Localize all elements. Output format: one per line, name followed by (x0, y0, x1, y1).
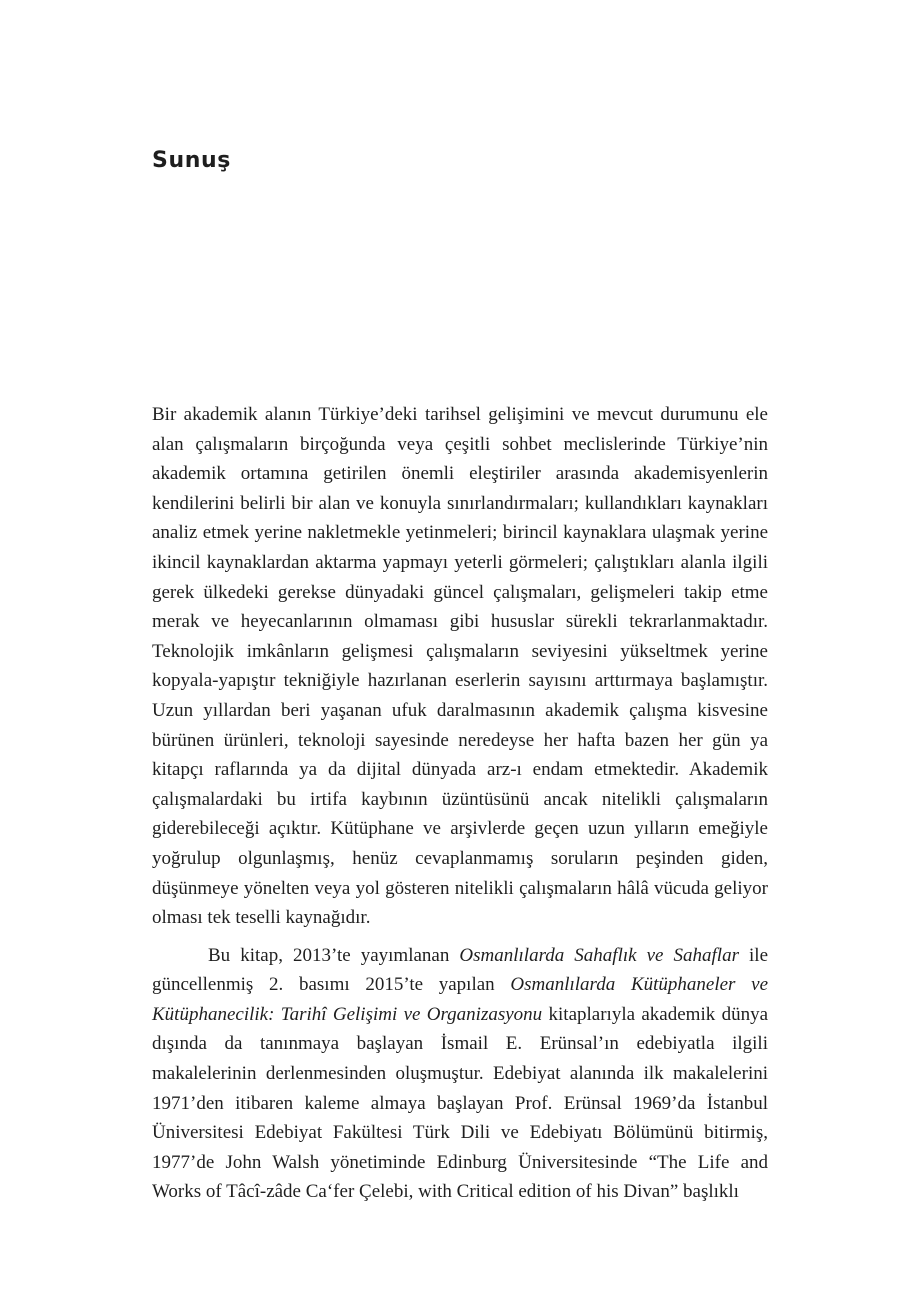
paragraph-1: Bir akademik alanın Türkiye’deki tarihsel gelişimini ve mevcut durumunu ele alan çalışmaların birçoğunda veya çeşitli sohbet meclislerinde Türkiye’nin akademik ortamına getirilen önemli eleştiriler arasında akademisyenlerin kendilerini belirli bir alan ve konuyla sınırlandırmaları; kullandıkları kaynakları analiz etmek yerine nakletmekle yetinmeleri; birincil kaynaklara ulaşmak yerine ikincil kaynaklardan aktarma yapmayı yeterli görmeleri; çalıştıkları alanla ilgili gerek ülkedeki gerekse dünyadaki güncel çalışmaları, gelişmeleri takip etme merak ve heyecanlarının olmaması gibi hususlar sürekli tekrarlanmaktadır. Teknolojik imkânların gelişmesi çalışmaların seviyesini yükseltmek yerine kopyala-yapıştır tekniğiyle hazırlanan eserlerin sayısını arttırmaya başlamıştır. Uzun yıllardan beri yaşanan ufuk daralmasının akademik çalışma kisvesine bürünen ürünleri, teknoloji sayesinde neredeyse her hafta bazen her gün ya kitapçı raflarında ya da dijital dünyada arz-ı endam etmektedir. Akademik çalışmalardaki bu irtifa kaybının üzüntüsünü ancak nitelikli çalışmaların giderebileceği açıktır. Kütüphane ve arşivlerde geçen uzun yılların emeğiyle yoğrulup olgunlaşmış, henüz cevaplanmamış soruların peşinden giden, düşünmeye yönelten veya yol gösteren nitelikli çalışmaların hâlâ vücuda geliyor olması tek teselli kaynağıdır. (152, 404, 768, 929)
book-title-sahaflik: Osmanlılarda Sahaflık ve Sahaflar (459, 944, 739, 966)
book-title-kutuphaneler: Osmanlılarda Kütüphaneler ve Kütüphanecilik: Tarihî Gelişimi ve Organizasyonu (152, 974, 769, 1025)
paragraph-2-text-3: kitaplarıyla akademik dünya dışında da tanınmaya başlayan İsmail E. Erünsal’ın edebiyatla ilgili makalelerinin derlenmesinden oluşmuştur. Edebiyat alanında ilk makalelerini 1971’den itibaren kaleme almaya başlayan Prof. Erünsal 1969’da İstanbul Üniversitesi Edebiyat Fakültesi Türk Dili ve Edebiyatı Bölümünü bitirmiş, 1977’de John Walsh yönetiminde Edinburg Üniversitesinde “The Life and Works of Tâcî-zâde Ca‘fer Çelebi, with Critical edition of his Divan” başlıklı (152, 1003, 768, 1203)
body-text (152, 400, 768, 1207)
paragraph-2-text-2: ile güncellenmiş 2. basımı 2015’te yapılan (152, 944, 768, 996)
paragraph-2-text-1: Bu kitap, 2013’te yayımlanan (208, 944, 460, 966)
paragraph-2 (152, 941, 768, 1207)
chapter-title: Sunuş (152, 148, 231, 173)
